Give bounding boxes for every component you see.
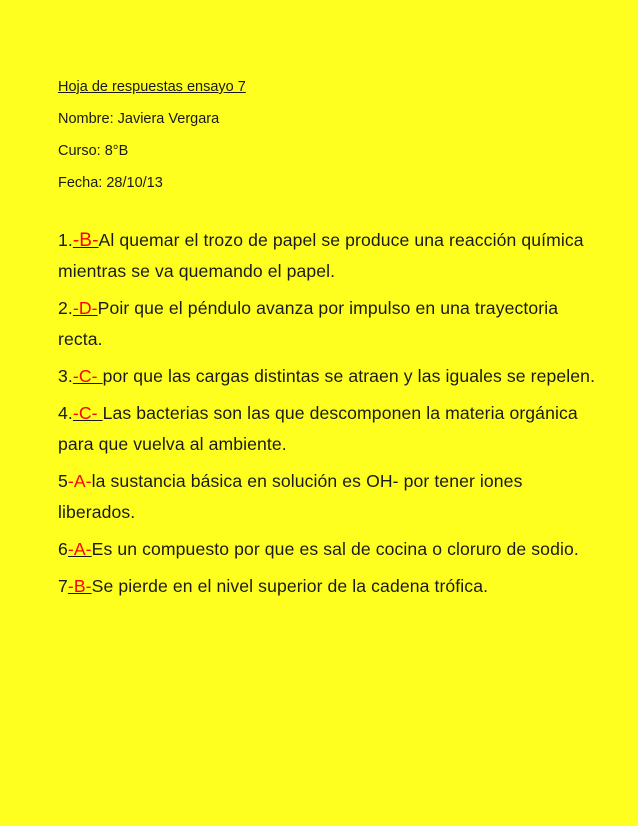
- answer-text: Las bacterias son las que descomponen la materia orgánica para que vuelva al ambiente.: [58, 403, 578, 454]
- answer-text: Al quemar el trozo de papel se produce una reacción química mientras se va quemando el papel.: [58, 230, 584, 281]
- answer-text: la sustancia básica en solución es OH- por tener iones liberados.: [58, 471, 523, 522]
- answer-number: 2.: [58, 298, 73, 318]
- document-title: Hoja de respuestas ensayo 7: [58, 79, 246, 95]
- answer-item-4: [58, 398, 598, 460]
- answer-item-5: [58, 466, 598, 528]
- student-name: Nombre: Javiera Vergara: [58, 111, 220, 127]
- student-course: Curso: 8°B: [58, 143, 129, 159]
- answer-letter: -A-: [67, 471, 92, 491]
- answer-letter: -C-: [72, 403, 103, 423]
- answer-item-6: [58, 534, 598, 565]
- answer-number: 3.: [58, 366, 73, 386]
- answer-number: 1.: [58, 230, 73, 250]
- answer-letter: -D-: [72, 298, 98, 318]
- answer-text: Es un compuesto por que es sal de cocina o cloruro de sodio.: [91, 539, 579, 559]
- answer-text: Poir que el péndulo avanza por impulso en una trayectoria recta.: [58, 298, 559, 349]
- answer-number: 4.: [58, 403, 73, 423]
- answer-letter: -A-: [67, 539, 92, 559]
- answer-item-2: [58, 293, 598, 355]
- answer-item-3: [58, 361, 598, 392]
- answers-list: [58, 225, 598, 602]
- answer-number: 7: [58, 576, 68, 596]
- answer-number: 6: [58, 539, 68, 559]
- answer-number: 5: [58, 471, 68, 491]
- answer-letter: -B-: [67, 576, 92, 596]
- answer-item-1: [58, 225, 598, 287]
- answer-letter: -B-: [72, 230, 99, 251]
- answer-item-7: [58, 571, 598, 602]
- answer-text: Se pierde en el nivel superior de la cadena trófica.: [91, 576, 489, 596]
- document-date: Fecha: 28/10/13: [58, 175, 163, 191]
- answer-text: por que las cargas distintas se atraen y las iguales se repelen.: [102, 366, 596, 386]
- answer-letter: -C-: [72, 366, 103, 386]
